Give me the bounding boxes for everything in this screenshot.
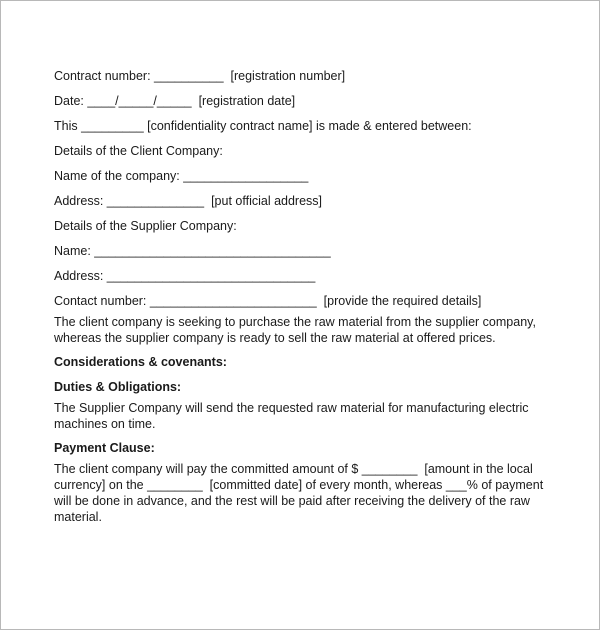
supplier-name-line: Name: __________________________________ [54,244,331,258]
client-address-line: Address: ______________ [put official address] [54,194,323,208]
supplier-details-label: Details of the Supplier Company: [54,219,237,233]
date-line: Date: ____/_____/_____ [registration date] [54,94,296,108]
contact-number-line: Contact number: ________________________ [provide the required details] [54,294,482,308]
contract-number-line: Contract number: __________ [registration number] [54,69,346,83]
client-details-label: Details of the Client Company: [54,144,223,158]
document-body [54,68,554,533]
considerations-heading: Considerations & covenants: [54,355,227,369]
supplier-address-line: Address: ______________________________ [54,269,316,283]
payment-paragraph: The client company will pay the committed amount of $ ________ [amount in the local currency] on the ________ [committed date] of every month, whereas ___% of payment will be done in advance, and the rest will be paid after receiving the delivery of the raw material. [54,462,547,524]
company-name-line: Name of the company: __________________ [54,169,309,183]
payment-heading: Payment Clause: [54,441,155,455]
duties-paragraph: The Supplier Company will send the requested raw material for manufacturing electric machines on time. [54,401,529,431]
intro-paragraph: The client company is seeking to purchase the raw material from the supplier company, whereas the supplier company is ready to sell the raw material at offered prices. [54,315,536,345]
duties-heading: Duties & Obligations: [54,380,182,394]
contract-intro-line: This _________ [confidentiality contract name] is made & entered between: [54,119,472,133]
